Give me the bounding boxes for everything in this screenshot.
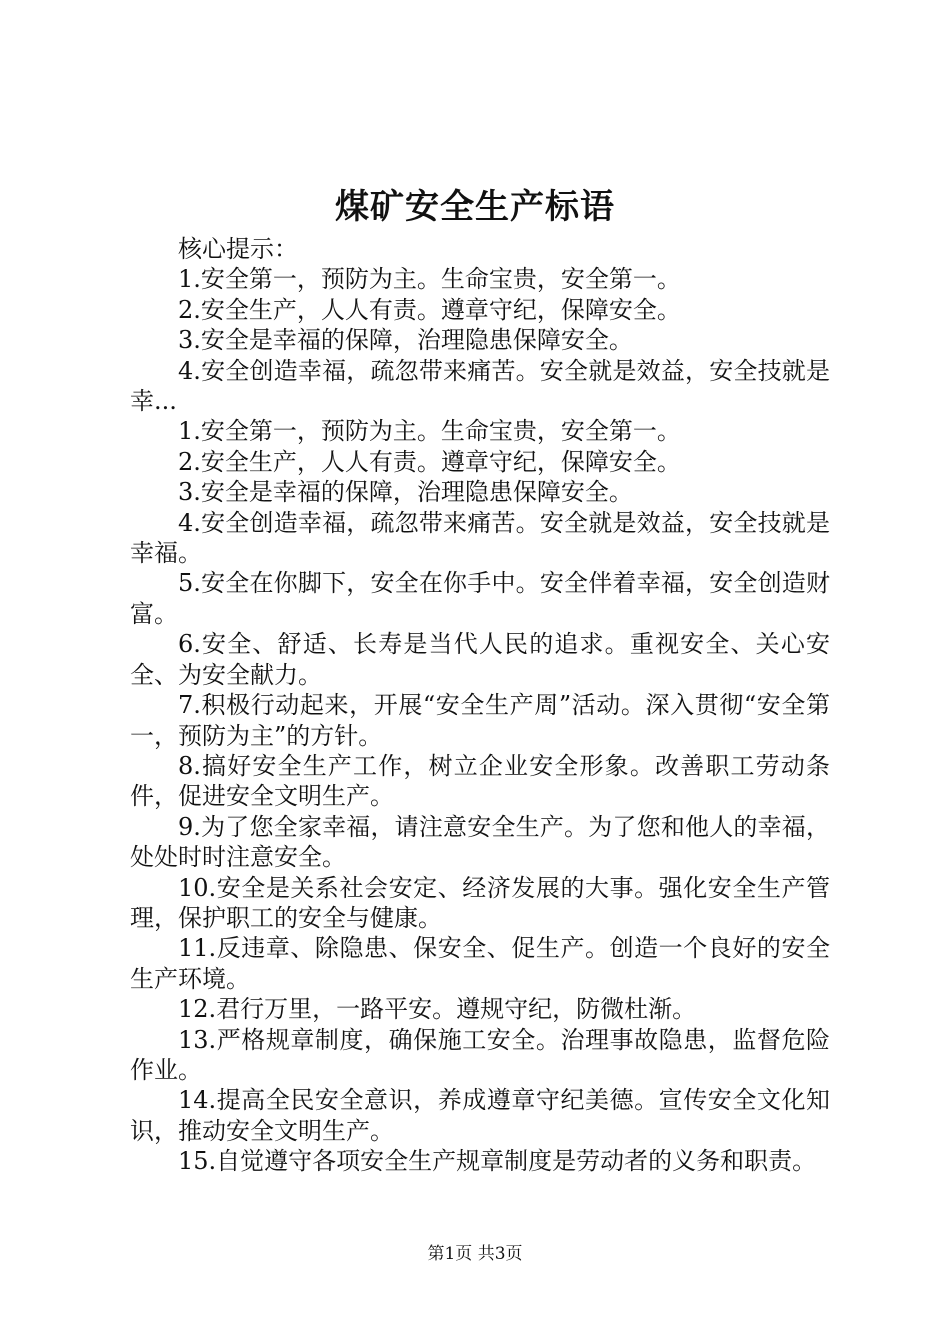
paragraph-item: 4.安全创造幸福，疏忽带来痛苦。安全就是效益，安全技就是幸... xyxy=(130,356,830,416)
paragraph-item: 3.安全是幸福的保障，治理隐患保障安全。 xyxy=(178,478,633,507)
paragraph-item: 8.搞好安全生产工作，树立企业安全形象。改善职工劳动条件，促进安全文明生产。 xyxy=(130,751,830,811)
paragraph-item: 7.积极行动起来，开展“安全生产周”活动。深入贯彻“安全第一，预防为主”的方针。 xyxy=(130,691,830,750)
document-title: 煤矿安全生产标语 xyxy=(335,187,615,227)
paragraph-item: 11.反违章、除隐患、保安全、促生产。创造一个良好的安全生产环境。 xyxy=(130,934,830,993)
paragraph-item: 5.安全在你脚下，安全在你手中。安全伴着幸福，安全创造财富。 xyxy=(130,569,830,628)
paragraph-item: 3.安全是幸福的保障，治理隐患保障安全。 xyxy=(178,326,633,355)
document-body xyxy=(130,234,830,1177)
paragraph-item: 1.安全第一，预防为主。生命宝贵，安全第一。 xyxy=(178,417,681,446)
page-number-footer: 第1页 共3页 xyxy=(427,1244,523,1264)
paragraph-item: 4.安全创造幸福，疏忽带来痛苦。安全就是效益，安全技就是幸福。 xyxy=(130,508,830,568)
paragraph-item: 15.自觉遵守各项安全生产规章制度是劳动者的义务和职责。 xyxy=(178,1147,817,1176)
paragraph-item: 13.严格规章制度，确保施工安全。治理事故隐患，监督危险作业。 xyxy=(130,1025,830,1084)
paragraph-item: 12.君行万里，一路平安。遵规守纪，防微杜渐。 xyxy=(178,995,697,1024)
paragraph-item: 2.安全生产，人人有责。遵章守纪，保障安全。 xyxy=(178,447,681,476)
paragraph-item: 14.提高全民安全意识，养成遵章守纪美德。宣传安全文化知识，推动安全文明生产。 xyxy=(130,1086,830,1145)
paragraph-item: 10.安全是关系社会安定、经济发展的大事。强化安全生产管理，保护职工的安全与健康。 xyxy=(130,873,830,932)
paragraph-core-hint: 核心提示： xyxy=(178,235,298,263)
paragraph-item: 9.为了您全家幸福，请注意安全生产。为了您和他人的幸福，处处时时注意安全。 xyxy=(130,812,830,872)
paragraph-item: 1.安全第一，预防为主。生命宝贵，安全第一。 xyxy=(178,265,681,294)
paragraph-item: 6.安全、舒适、长寿是当代人民的追求。重视安全、关心安全、为安全献力。 xyxy=(130,630,830,689)
paragraph-item: 2.安全生产，人人有责。遵章守纪，保障安全。 xyxy=(178,295,681,324)
